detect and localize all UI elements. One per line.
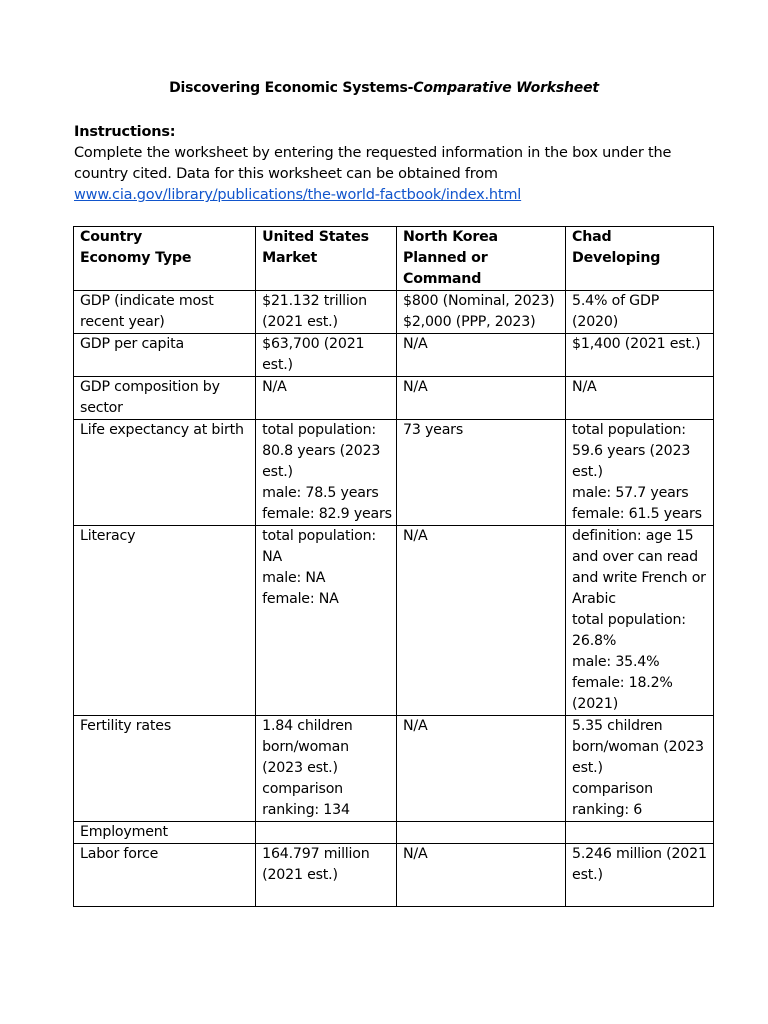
- cell-text-line: male: 57.7 years: [572, 485, 689, 501]
- cell-text-line: N/A: [403, 336, 428, 352]
- cell-literacy-north-korea: [397, 526, 566, 716]
- cell-text-line: $63,700 (2021 est.): [262, 336, 365, 373]
- row-label-fertility-rates: Fertility rates: [74, 716, 256, 822]
- cell-gdp-composition-united-states: [256, 377, 397, 420]
- header-us-name: United States: [262, 229, 369, 245]
- cell-fertility-rates-united-states: [256, 716, 397, 822]
- cell-gdp-united-states: [256, 291, 397, 334]
- cell-text-line: 5.35 children born/woman (2023 est.): [572, 718, 704, 776]
- header-nk-economy: Planned or Command: [403, 250, 488, 287]
- cell-text-line: 5.246 million (2021 est.): [572, 846, 707, 883]
- table-row-fertility-rates: [74, 716, 714, 822]
- row-label-gdp-composition: GDP composition by sector: [74, 377, 256, 420]
- cell-text-line: N/A: [403, 718, 428, 734]
- cell-text-line: total population: 59.6 years (2023 est.): [572, 422, 691, 480]
- cell-text-line: $800 (Nominal, 2023): [403, 293, 555, 309]
- header-economy-type-label: Economy Type: [80, 250, 192, 266]
- header-cell-chad: [566, 227, 714, 291]
- cell-text-line: comparison ranking: 6: [572, 781, 653, 818]
- row-label-labor-force: Labor force: [74, 844, 256, 907]
- cell-literacy-united-states: [256, 526, 397, 716]
- cell-text-line: total population: NA: [262, 528, 376, 565]
- instructions-section: [74, 122, 694, 206]
- cell-gdp-per-capita-united-states: [256, 334, 397, 377]
- header-us-economy: Market: [262, 250, 318, 266]
- cell-literacy-chad: [566, 526, 714, 716]
- header-nk-name: North Korea: [403, 229, 498, 245]
- cell-text-line: $21.132 trillion (2021 est.): [262, 293, 367, 330]
- title-main: Discovering Economic Systems-: [169, 80, 414, 96]
- cell-text-line: male: 78.5 years: [262, 485, 379, 501]
- cell-text-line: 73 years: [403, 422, 464, 438]
- cell-life-expectancy-north-korea: [397, 420, 566, 526]
- cell-text-line: 5.4% of GDP (2020): [572, 293, 660, 330]
- cell-text-line: male: 35.4%: [572, 654, 660, 670]
- cell-text-line: 1.84 children born/woman (2023 est.): [262, 718, 353, 776]
- cell-text-line: N/A: [403, 379, 428, 395]
- cell-text-line: female: 18.2% (2021): [572, 675, 673, 712]
- cell-gdp-per-capita-north-korea: [397, 334, 566, 377]
- table-row-gdp-per-capita: [74, 334, 714, 377]
- instructions-text: Complete the worksheet by entering the requested information in the box under the country cited. Data for this worksheet can be obtained from: [74, 145, 672, 182]
- cell-gdp-north-korea: [397, 291, 566, 334]
- row-label-gdp: GDP (indicate most recent year): [74, 291, 256, 334]
- cell-text-line: comparison ranking: 134: [262, 781, 350, 818]
- cell-text-line: N/A: [262, 379, 287, 395]
- row-label-literacy: Literacy: [74, 526, 256, 716]
- cell-text-line: $1,400 (2021 est.): [572, 336, 701, 352]
- header-cell-country: [74, 227, 256, 291]
- header-chad-name: Chad: [572, 229, 612, 245]
- cell-text-line: female: NA: [262, 591, 339, 607]
- cell-text-line: N/A: [403, 846, 428, 862]
- cell-fertility-rates-north-korea: [397, 716, 566, 822]
- cell-text-line: 164.797 million (2021 est.): [262, 846, 370, 883]
- row-label-employment: Employment: [74, 822, 256, 844]
- cell-gdp-chad: [566, 291, 714, 334]
- cell-fertility-rates-chad: [566, 716, 714, 822]
- cell-text-line: N/A: [403, 528, 428, 544]
- table-row-gdp-composition: [74, 377, 714, 420]
- cell-labor-force-united-states: [256, 844, 397, 907]
- cell-text-line: female: 61.5 years: [572, 506, 702, 522]
- cell-gdp-composition-chad: [566, 377, 714, 420]
- comparison-table: [73, 226, 714, 907]
- cell-employment-chad: [566, 822, 714, 844]
- cell-text-line: male: NA: [262, 570, 326, 586]
- page-title: [0, 80, 768, 96]
- cell-text-line: female: 82.9 years: [262, 506, 392, 522]
- header-country-label: Country: [80, 229, 142, 245]
- cell-life-expectancy-united-states: [256, 420, 397, 526]
- cell-employment-north-korea: [397, 822, 566, 844]
- cell-life-expectancy-chad: [566, 420, 714, 526]
- table-header-row: [74, 227, 714, 291]
- title-italic: Comparative Worksheet: [413, 80, 599, 96]
- cell-labor-force-chad: [566, 844, 714, 907]
- cell-text-line: total population: 26.8%: [572, 612, 686, 649]
- table-row-life-expectancy: [74, 420, 714, 526]
- table-row-employment: [74, 822, 714, 844]
- row-label-gdp-per-capita: GDP per capita: [74, 334, 256, 377]
- cell-text-line: total population: 80.8 years (2023 est.): [262, 422, 381, 480]
- cell-text-line: $2,000 (PPP, 2023): [403, 314, 536, 330]
- row-label-life-expectancy: Life expectancy at birth: [74, 420, 256, 526]
- cell-gdp-composition-north-korea: [397, 377, 566, 420]
- cell-text-line: N/A: [572, 379, 597, 395]
- factbook-link[interactable]: www.cia.gov/library/publications/the-world-factbook/index.html: [74, 187, 522, 203]
- table-row-literacy: [74, 526, 714, 716]
- cell-text-line: definition: age 15 and over can read and write French or Arabic: [572, 528, 706, 607]
- instructions-heading: Instructions:: [74, 124, 176, 140]
- header-chad-economy: Developing: [572, 250, 661, 266]
- cell-employment-united-states: [256, 822, 397, 844]
- cell-gdp-per-capita-chad: [566, 334, 714, 377]
- cell-labor-force-north-korea: [397, 844, 566, 907]
- table-row-labor-force: [74, 844, 714, 907]
- table-row-gdp: [74, 291, 714, 334]
- header-cell-united-states: [256, 227, 397, 291]
- header-cell-north-korea: [397, 227, 566, 291]
